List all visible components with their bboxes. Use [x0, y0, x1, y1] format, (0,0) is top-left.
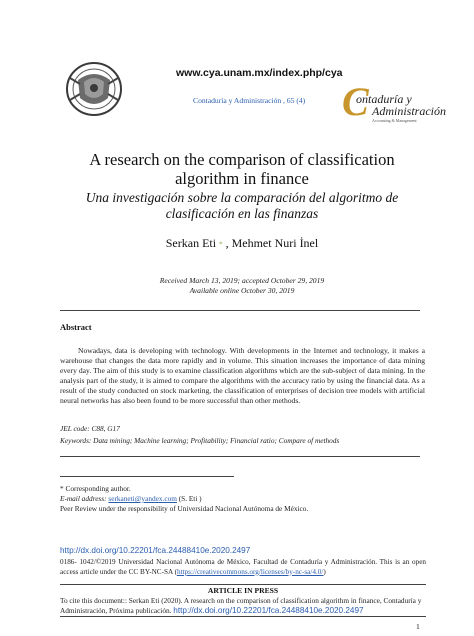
article-subtitle: Una investigación sobre la comparación del algoritmo de clasificación en las finanzas — [85, 190, 399, 221]
corresponding-author-note: * Corresponding author. — [60, 484, 131, 493]
author-2: Mehmet Nuri İnel — [231, 236, 319, 250]
doi-link[interactable]: http://dx.doi.org/10.22201/fca.24488410e.2020.2497 — [60, 546, 251, 555]
divider — [60, 616, 426, 617]
divider — [60, 456, 420, 457]
author-line — [60, 236, 424, 251]
peer-review-note: Peer Review under the responsibility of Universidad Nacional Autónoma de México. — [60, 504, 309, 513]
citation-block — [60, 596, 426, 615]
logo-line1: ontaduría y — [356, 92, 412, 106]
logo-line2: Administración — [372, 104, 446, 118]
article-title: A research on the comparison of classification algorithm in finance — [89, 150, 395, 188]
author-1: Serkan Eti — [165, 236, 217, 250]
license-text: 0186- 1042/©2019 Universidad Nacional Autónoma de México, Facultad de Contaduría y Administración. This is an open access article under the CC BY-NC-SA ( — [60, 558, 426, 576]
page-number: 1 — [416, 622, 420, 631]
article-in-press-heading: ARTICLE IN PRESS — [207, 586, 279, 595]
license-statement — [60, 558, 426, 577]
email-link[interactable]: serkaneti@yandex.com — [108, 494, 177, 503]
email-label: E-mail address: — [60, 494, 109, 503]
license-link[interactable]: https://creativecommons.org/licenses/by-nc-sa/4.0/ — [176, 567, 324, 576]
abstract-body: Nowadays, data is developing with technology. With developments in the Internet and technology, it makes a warehouse that changes the data more rapidly and in volume. This situation increases the importance of data mining every day. The aim of this study is to examine classification algorithms which are the sub-subject of data mining. In the analysis part of the study, it is aimed to compare the algorithms with the accuracy ratio by using the financial data. As a result of the study conducted on stock marketing, the classification of enterprises of decision tree models with artificial neural networks has also been found to be more successful than other methods. — [60, 346, 425, 405]
logo-tagline: Accounting & Management — [372, 118, 417, 123]
jel-codes: JEL code: C88, G17 — [60, 424, 120, 433]
email-line — [60, 494, 202, 503]
divider — [60, 310, 420, 311]
journal-reference[interactable]: Contaduría y Administración , 65 (4) — [193, 96, 306, 105]
article-dates — [60, 276, 424, 295]
citation-doi-link[interactable]: http://dx.doi.org/10.22201/fca.24488410e.2020.2497 — [173, 605, 364, 615]
citation-text: To cite this document:: Serkan Eti (2020). A research on the comparison of classification algorithm in finance, Contaduría y Administración, Próxima publicación. — [60, 596, 422, 615]
logo-initial: C — [342, 79, 369, 124]
orcid-icon[interactable]: * — [219, 240, 223, 249]
journal-logo — [342, 79, 446, 126]
email-after: (S. Eti ) — [176, 494, 202, 503]
divider — [60, 584, 426, 585]
author-separator: , — [222, 236, 232, 250]
footnote-rule — [60, 476, 234, 477]
keywords: Keywords: Data mining; Machine learning; Profitability; Financial ratio; Compare of methods — [60, 436, 340, 445]
abstract-heading: Abstract — [60, 322, 92, 332]
license-close: ) — [323, 567, 326, 576]
unam-seal-logo — [64, 60, 124, 118]
online-date: Available online October 30, 2019 — [189, 285, 295, 295]
received-date: Received March 13, 2019; accepted October 29, 2019 — [159, 276, 325, 285]
site-url[interactable]: www.cya.unam.mx/index.php/cya — [176, 67, 343, 79]
